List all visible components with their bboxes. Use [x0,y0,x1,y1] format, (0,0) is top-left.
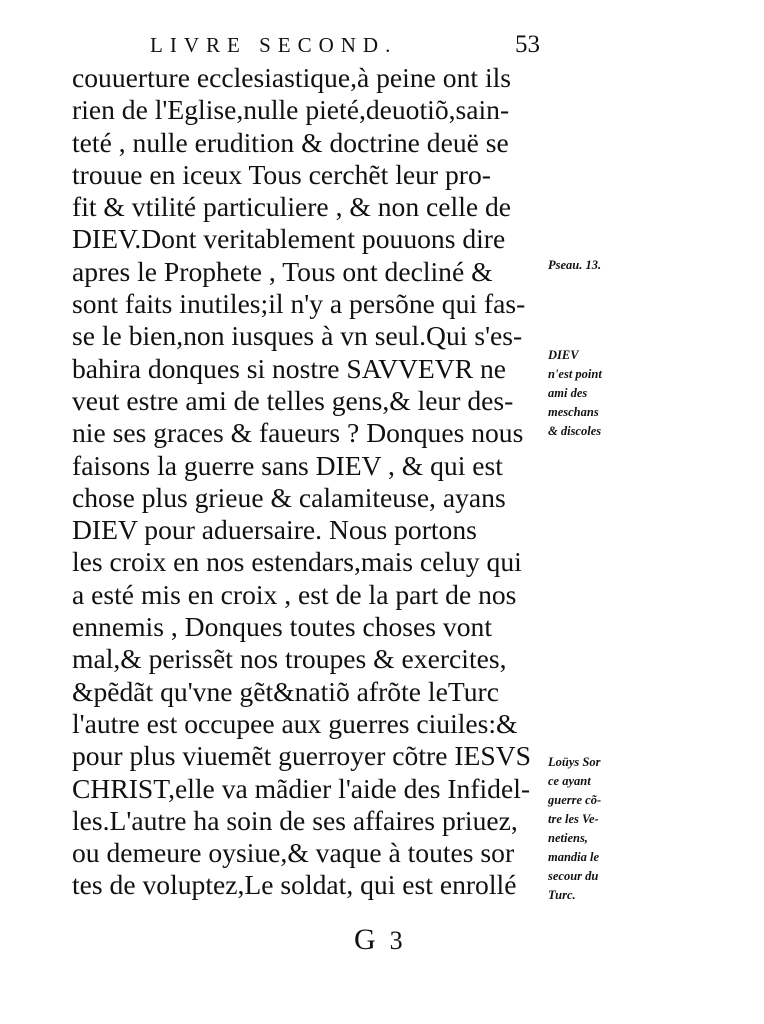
text-line: les.L'autre ha soin de ses affaires priuez, [72,804,518,836]
text-line: ou demeure oysiue,& vaque à toutes sor [72,837,515,869]
marginal-note-dieu [548,346,638,441]
text-line: chose plus grieue & calamiteuse, ayans [72,481,506,513]
text-line: teté , nulle erudition & doctrine deuë se [72,126,509,158]
text-line: fit & vtilité particuliere , & non celle de [72,191,512,223]
text-line: rien de l'Eglise,nulle pieté,deuotiõ,sain- [72,94,510,126]
page-number: 53 [515,31,540,58]
signature-letter: G [354,923,376,956]
signature-mark [354,920,454,960]
marginal-note-line: Turc. [548,888,576,902]
marginal-note-line: guerre cõ- [548,793,602,807]
marginal-note-louys [548,753,638,905]
text-line: DIEV.Dont veritablement pouuons dire [72,223,506,255]
marginal-note-line: netiens, [548,831,588,845]
marginal-note-line: Pseau. 13. [548,258,602,272]
text-line: &pẽdãt qu'vne gẽt&natiõ afrõte leTurc [72,675,499,707]
running-head [150,28,540,62]
text-line: faisons la guerre sans DIEV , & qui est [72,449,503,481]
text-line: bahira donques si nostre SAVVEVR ne [72,352,507,384]
marginal-note-psalm [548,256,638,275]
text-line: DIEV pour aduersaire. Nous portons [72,514,477,546]
marginal-note-line: secour du [548,869,599,883]
text-line: les croix en nos estendars,mais celuy qui [72,546,522,578]
main-text-block [72,62,552,902]
text-line: veut estre ami de telles gens,& leur des- [72,384,514,416]
text-line: CHRIST,elle va mãdier l'aide des Infidel- [72,772,531,804]
text-line: trouue en iceux Tous cerchẽt leur pro- [72,158,491,190]
text-line: se le bien,non iusques à vn seul.Qui s'es- [72,320,523,352]
text-line: couuerture ecclesiastique,à peine ont ils [72,62,512,93]
marginal-note-line: tre les Ve- [548,812,599,826]
text-line: mal,& perissẽt nos troupes & exercites, [72,643,507,675]
marginal-note-line: n'est point [548,367,602,381]
text-line: nie ses graces & faueurs ? Donques nous [72,417,524,449]
signature-number: 3 [389,926,403,955]
marginal-note-line: mandia le [548,850,600,864]
marginal-note-line: meschans [548,405,599,419]
marginal-note-line: ce ayant [548,774,591,788]
text-line: apres le Prophete , Tous ont decliné & [72,255,493,287]
running-head-title: LIVRE SECOND. [150,33,398,57]
text-line: ennemis , Donques toutes choses vont [72,611,492,643]
marginal-note-line: & discoles [548,424,602,438]
marginal-note-line: DIEV [548,348,579,362]
text-line: l'autre est occupee aux guerres ciuiles:& [72,707,518,739]
marginal-note-line: ami des [548,386,588,400]
text-line: a esté mis en croix , est de la part de nos [72,578,517,610]
text-line: pour plus viuemẽt guerroyer cõtre IESVS [72,740,532,772]
text-line: tes de voluptez,Le soldat, qui est enrollé [72,869,517,901]
text-line: sont faits inutiles;il n'y a persõne qui fas- [72,288,526,320]
marginal-note-line: Loüys Sor [548,755,601,769]
